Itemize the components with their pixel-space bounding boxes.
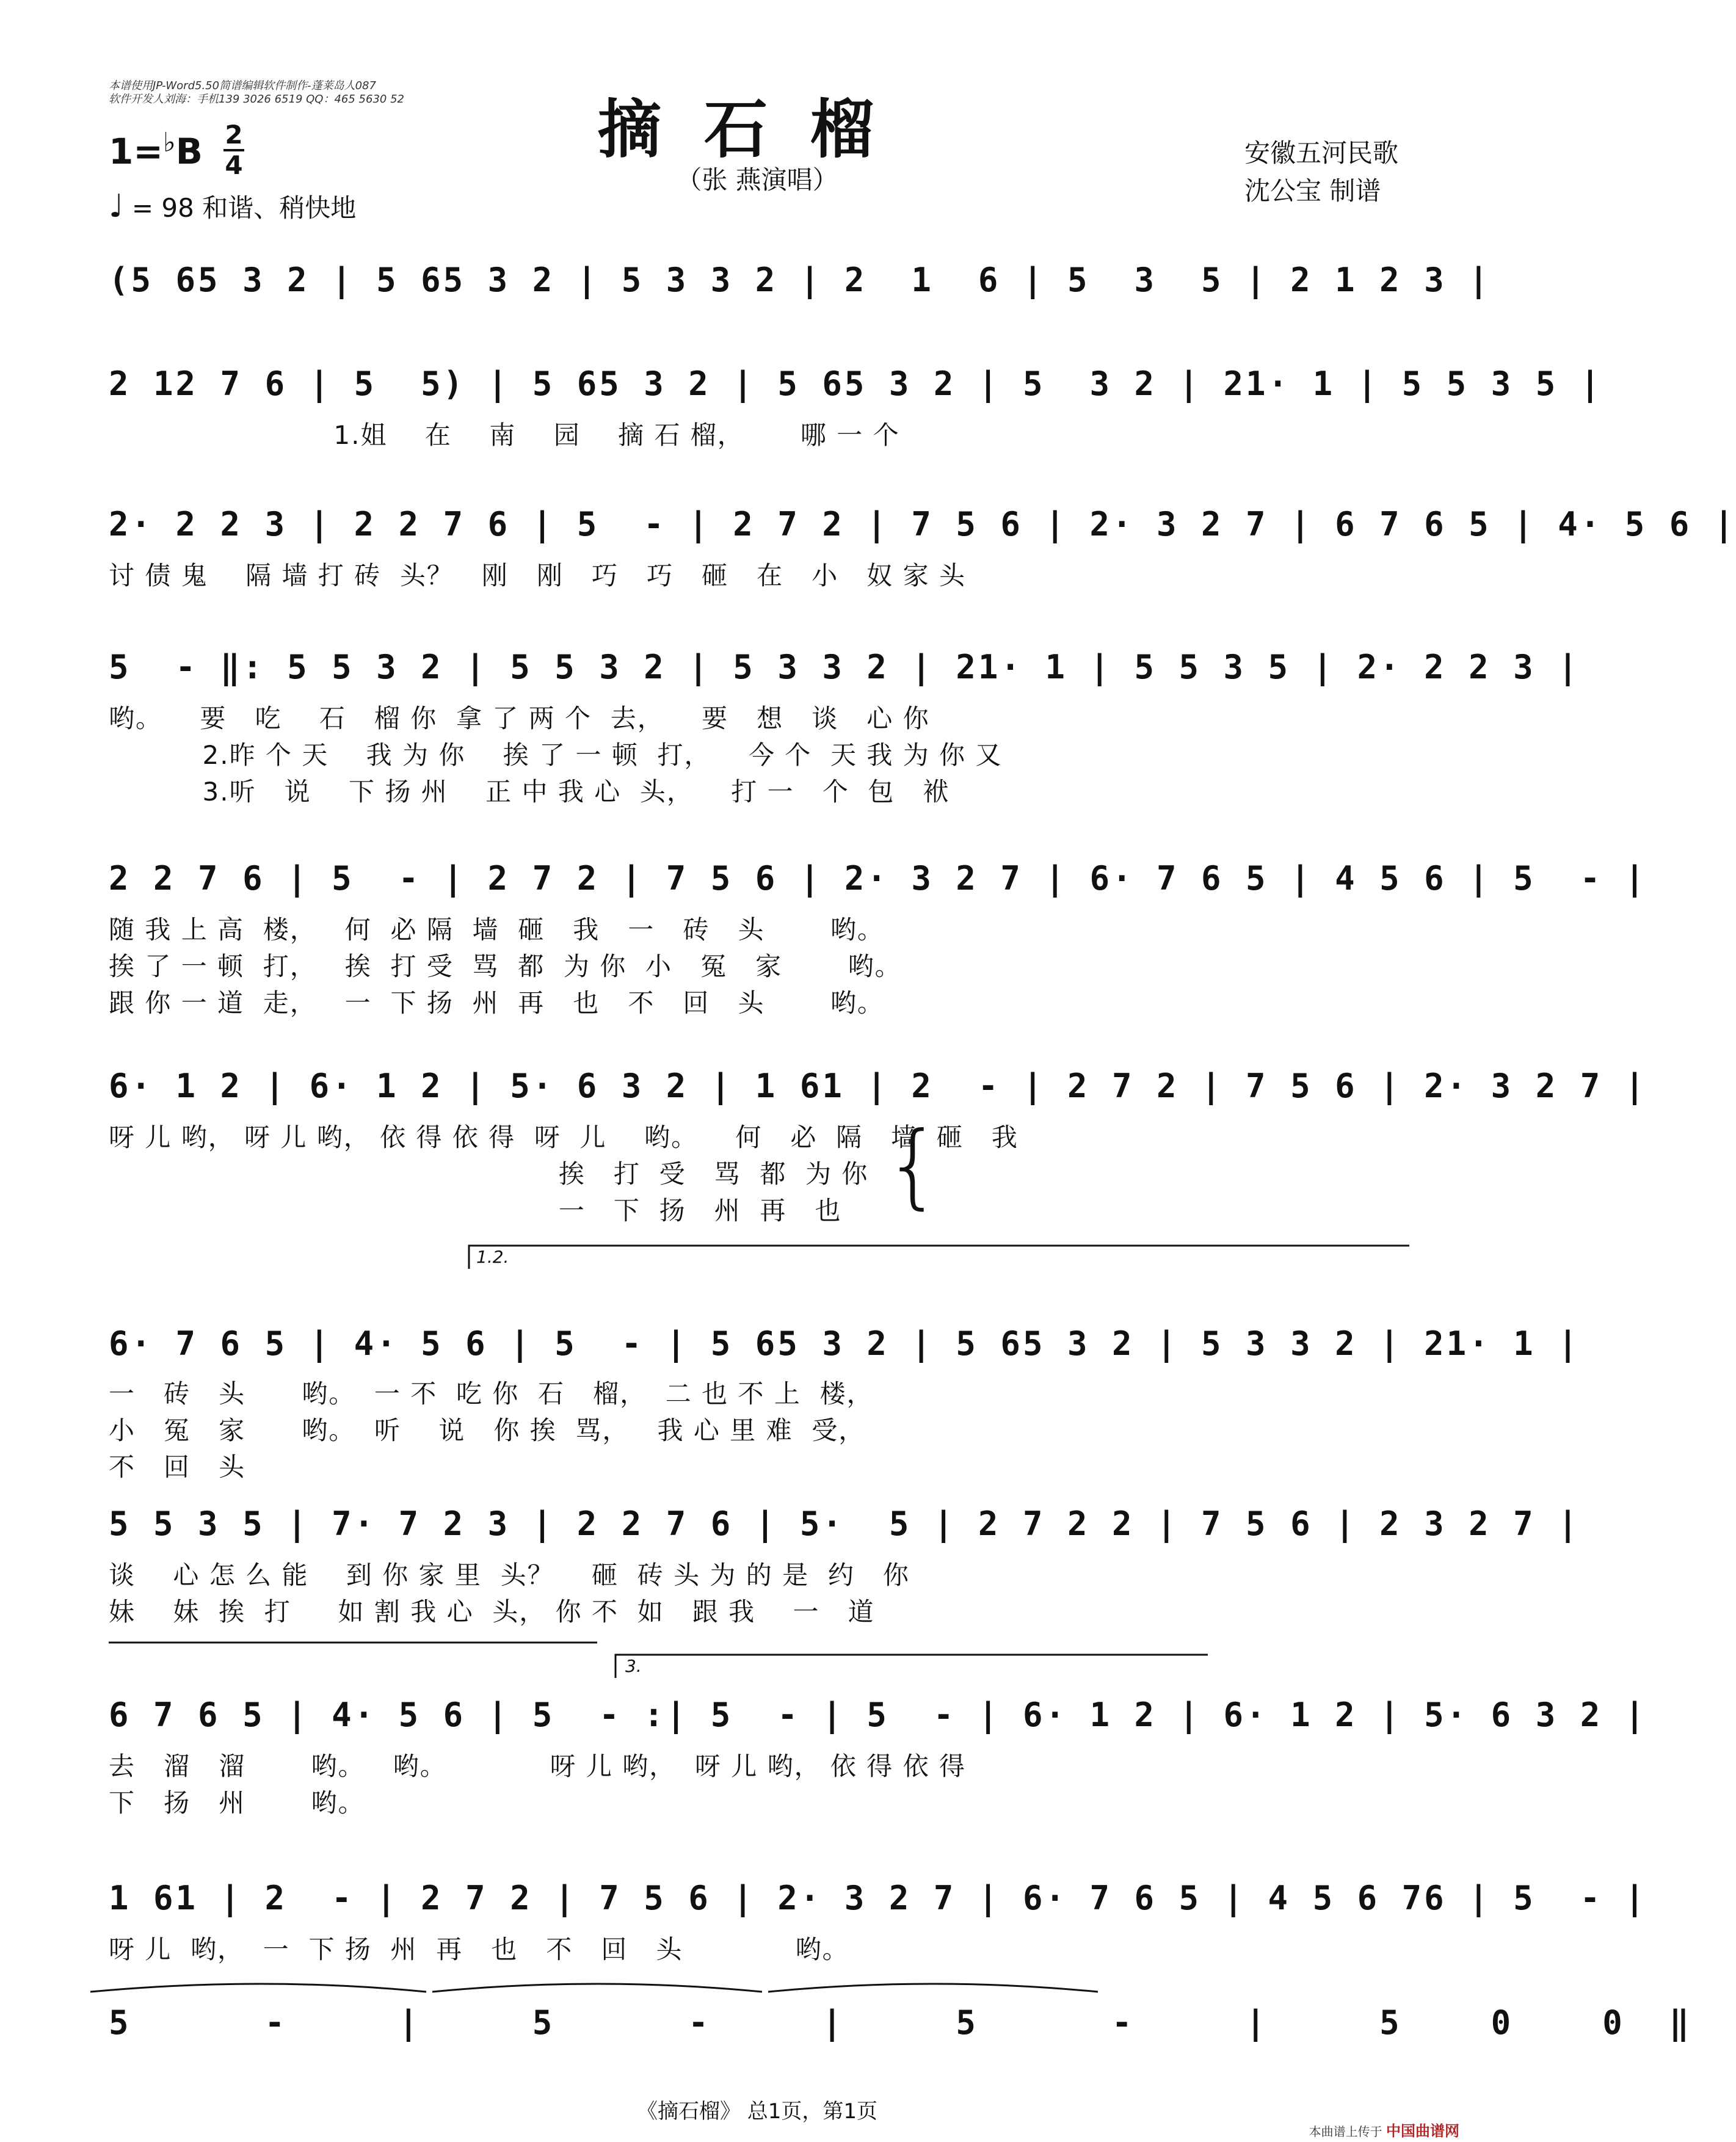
quarter-note-icon: ♩ xyxy=(109,188,124,225)
lyric-line: 2.昨 个 天 我 为 你 挨 了 一 顿 打， 今 个 天 我 为 你 又 xyxy=(109,740,1003,770)
notation-line: 6· 1 2 | 6· 1 2 | 5· 6 3 2 | 1 61 | 2 - | 2 7 2 | 7 5 6 | 2· 3 2 7 | xyxy=(109,1066,1647,1105)
song-origin xyxy=(1244,134,1398,210)
lyric-brace: { xyxy=(884,1113,943,1219)
volta-label: 1.2. xyxy=(476,1247,509,1267)
notation-line: 6· 7 6 5 | 4· 5 6 | 5 - | 5 65 3 2 | 5 65 3 2 | 5 3 3 2 | 21· 1 | xyxy=(109,1324,1580,1363)
lyric-line: 1.姐 在 南 园 摘 石 榴， 哪 一 个 xyxy=(109,420,900,450)
time-bottom: 4 xyxy=(225,150,243,180)
lyric-line: 呀 儿 哟， 呀 儿 哟， 依 得 依 得 呀 儿 哟。 何 必 隔 墙 砸 我 xyxy=(109,1122,1019,1152)
notation-line: 1 61 | 2 - | 2 7 2 | 7 5 6 | 2· 3 2 7 | 6· 7 6 5 | 4 5 6 76 | 5 - | xyxy=(109,1878,1647,1917)
lyric-line: 讨 债 鬼 隔 墙 打 砖 头？ 刚 刚 巧 巧 砸 在 小 奴 家 头 xyxy=(109,561,966,590)
lyric-line: 随 我 上 高 楼， 何 必 隔 墙 砸 我 一 砖 头 哟。 xyxy=(109,915,884,945)
notation-line: 2 12 7 6 | 5 5) | 5 65 3 2 | 5 65 3 2 | 5 3 2 | 21· 1 | 5 5 3 5 | xyxy=(109,364,1603,403)
upload-watermark xyxy=(1309,2119,1459,2140)
tempo-marking xyxy=(109,188,356,225)
lyric-line: 妹 妹 挨 打 如 割 我 心 头， 你 不 如 跟 我 一 道 xyxy=(109,1597,875,1627)
tie-arcs xyxy=(109,1980,1409,1998)
notation-line: 2 2 7 6 | 5 - | 2 7 2 | 7 5 6 | 2· 3 2 7 | 6· 7 6 5 | 4 5 6 | 5 - | xyxy=(109,859,1647,898)
lyric-line: 挨 了 一 顿 打， 挨 打 受 骂 都 为 你 小 冤 家 哟。 xyxy=(109,951,902,981)
page-footer: 《摘石榴》 总1页，第1页 xyxy=(636,2099,878,2124)
notation-line: 6 7 6 5 | 4· 5 6 | 5 - :| 5 - | 5 - | 6· 1 2 | 6· 1 2 | 5· 6 3 2 | xyxy=(109,1695,1647,1734)
tempo-text: = 98 和谐、稍快地 xyxy=(131,193,357,223)
lyric-line: 不 回 头 xyxy=(109,1452,246,1482)
time-top: 2 xyxy=(225,120,243,150)
lyric-line: 呀 儿 哟， 一 下 扬 州 再 也 不 回 头 哟。 xyxy=(109,1934,849,1964)
lyric-line: 谈 心 怎 么 能 到 你 家 里 头？ 砸 砖 头 为 的 是 约 你 xyxy=(109,1560,910,1590)
notation-line: 5 - | 5 - | 5 - | 5 0 0 ‖ xyxy=(109,2003,1692,2042)
credit-line-2: 软件开发人刘海：手机139 3026 6519 QQ：465 5630 52 xyxy=(109,93,404,106)
notation-line: 2· 2 2 3 | 2 2 7 6 | 5 - | 2 7 2 | 7 5 6 | 2· 3 2 7 | 6 7 6 5 | 4· 5 6 | xyxy=(109,504,1736,543)
lyric-line: 一 砖 头 哟。 一 不 吃 你 石 榴， 二 也 不 上 楼， xyxy=(109,1379,874,1409)
origin-text: 安徽五河民歌 xyxy=(1244,138,1398,168)
key-prefix: 1= xyxy=(109,131,163,172)
lyric-line: 跟 你 一 道 走， 一 下 扬 州 再 也 不 回 头 哟。 xyxy=(109,988,884,1018)
volta-label: 3. xyxy=(625,1656,642,1676)
arranger-text: 沈公宝 制谱 xyxy=(1244,176,1381,206)
lyric-line: 下 扬 州 哟。 xyxy=(109,1788,365,1818)
lyric-line: 哟。 要 吃 石 榴 你 拿 了 两 个 去， 要 想 谈 心 你 xyxy=(109,703,930,733)
performer: （张 燕演唱） xyxy=(676,165,838,195)
time-signature xyxy=(223,122,244,178)
site-logo: 中国曲谱网 xyxy=(1386,2122,1459,2140)
flat-sign: ♭ xyxy=(162,127,176,158)
lyric-line: 小 冤 家 哟。 听 说 你 挨 骂， 我 心 里 难 受， xyxy=(109,1415,866,1445)
notation-line: (5 65 3 2 | 5 65 3 2 | 5 3 3 2 | 2 1 6 | 5 3 5 | 2 1 2 3 | xyxy=(109,260,1491,299)
credit-line-1: 本谱使用JP-Word5.50简谱编辑软件制作-蓬莱岛人087 xyxy=(109,79,376,92)
lyric-line: 3.听 说 下 扬 州 正 中 我 心 头， 打 一 个 包 袱 xyxy=(109,777,950,807)
volta-bracket-3 xyxy=(109,1643,1409,1679)
lyric-line: 挨 打 受 骂 都 为 你 xyxy=(109,1159,869,1189)
upload-prefix: 本曲谱上传于 xyxy=(1309,2124,1382,2139)
notation-line: 5 5 3 5 | 7· 7 2 3 | 2 2 7 6 | 5· 5 | 2 7 2 2 | 7 5 6 | 2 3 2 7 | xyxy=(109,1504,1580,1543)
lyric-line: 一 下 扬 州 再 也 xyxy=(109,1196,842,1225)
volta-bracket-1-2 xyxy=(109,1246,1409,1270)
notation-line: 5 - ‖: 5 5 3 2 | 5 5 3 2 | 5 3 3 2 | 21· 1 | 5 5 3 5 | 2· 2 2 3 | xyxy=(109,647,1580,686)
key-signature xyxy=(109,127,203,172)
song-title: 摘石榴 xyxy=(597,92,917,167)
lyric-line: 去 溜 溜 哟。 哟。 呀 儿 哟， 呀 儿 哟， 依 得 依 得 xyxy=(109,1751,966,1781)
key-note: B xyxy=(175,131,203,172)
